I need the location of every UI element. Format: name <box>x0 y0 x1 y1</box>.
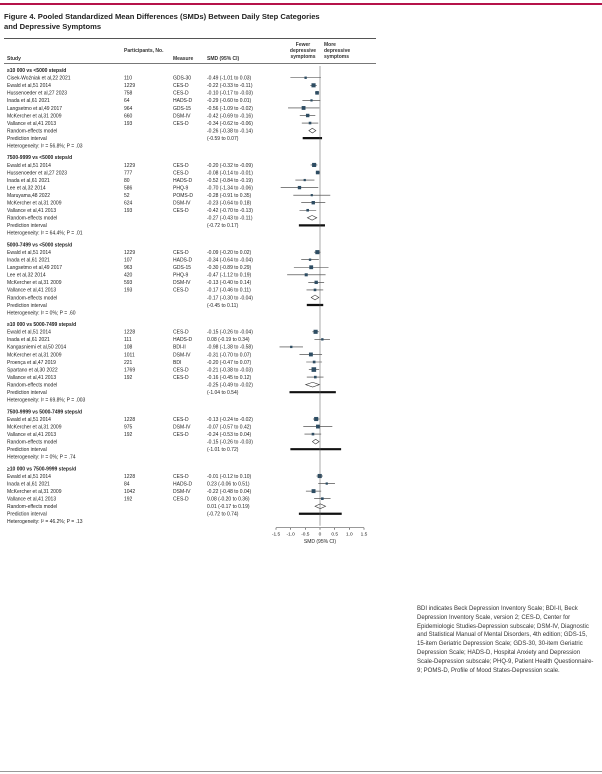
measure-name: PHQ-9 <box>173 272 189 279</box>
study-name: Kangasniemi et al,50 2014 <box>7 344 67 351</box>
study-point <box>305 273 308 276</box>
smd-ci-value: -0.47 (-1.12 to 0.19) <box>207 272 252 279</box>
smd-ci-value: 0.08 (-0.19 to 0.34) <box>207 337 250 344</box>
participants-count: 193 <box>124 287 133 294</box>
participants-count: 1228 <box>124 416 136 423</box>
heterogeneity-stat: Heterogeneity: I² = 0%; P = .74 <box>7 454 76 461</box>
measure-name: CES-D <box>173 416 189 423</box>
study-name: McKercher et al,31 2009 <box>7 424 62 431</box>
study-point <box>309 122 312 125</box>
study-point <box>306 209 309 212</box>
pooled-diamond <box>306 382 320 387</box>
smd-ci-value: -0.20 (-0.47 to 0.07) <box>207 359 252 366</box>
study-point <box>326 482 328 484</box>
measure-name: BDI-II <box>173 344 186 351</box>
study-name: Lee et al,32 2014 <box>7 185 46 192</box>
study-name: Ewald et al,51 2014 <box>7 162 51 169</box>
prediction-interval-label: Prediction interval <box>7 390 47 397</box>
header-measure: Measure <box>173 56 194 62</box>
study-name: McKercher et al,31 2009 <box>7 488 62 495</box>
study-name: Inada et al,61 2021 <box>7 177 50 184</box>
study-name: Cisek-Woźniak et al,22 2021 <box>7 75 71 82</box>
participants-count: 193 <box>124 208 133 215</box>
participants-count: 758 <box>124 90 133 97</box>
participants-count: 110 <box>124 75 132 82</box>
measure-name: CES-D <box>173 170 189 177</box>
heterogeneity-stat: Heterogeneity: I² = 46.2%; P = .13 <box>7 519 83 526</box>
measure-name: DSM-IV <box>173 200 191 207</box>
study-name: Ewald et al,51 2014 <box>7 249 51 256</box>
study-point <box>316 171 320 175</box>
smd-ci-value: -0.31 (-0.70 to 0.07) <box>207 352 252 359</box>
study-point <box>313 361 316 364</box>
smd-ci-value: -0.22 (-0.48 to 0.04) <box>207 488 252 495</box>
study-point <box>314 289 317 292</box>
study-name: Langsetmo et al,49 2017 <box>7 265 63 272</box>
study-name: Maruyama,48 2022 <box>7 192 51 199</box>
participants-count: 964 <box>124 105 133 112</box>
study-point <box>315 91 319 95</box>
study-name: Hussenoeder et al,27 2023 <box>7 170 68 177</box>
measure-name: DSM-IV <box>173 488 191 495</box>
smd-ci-value: -0.98 (-1.38 to -0.58) <box>207 344 253 351</box>
measure-name: GDS-15 <box>173 265 192 272</box>
study-name: Inada et al,61 2021 <box>7 257 50 264</box>
smd-ci-value: -0.16 (-0.45 to 0.12) <box>207 374 252 381</box>
prediction-interval-value: (-0.72 to 0.74) <box>207 511 239 518</box>
smd-ci-value: -0.42 (-0.69 to -0.16) <box>207 113 253 120</box>
group-label: ≥10 000 vs 5000-7499 steps/d <box>7 322 77 329</box>
study-point <box>321 338 323 340</box>
smd-ci-value: -0.42 (-0.70 to -0.13) <box>207 208 253 215</box>
study-point <box>315 250 319 254</box>
measure-name: CES-D <box>173 329 189 336</box>
study-point <box>312 201 315 204</box>
study-name: Vallance et al,41 2013 <box>7 208 57 215</box>
measure-name: HADS-D <box>173 177 193 184</box>
study-point <box>312 163 316 167</box>
header-study: Study <box>7 56 21 62</box>
smd-ci-value: -0.20 (-0.32 to -0.09) <box>207 162 253 169</box>
study-point <box>316 425 320 429</box>
smd-ci-value: -0.56 (-1.09 to -0.02) <box>207 105 253 112</box>
measure-name: CES-D <box>173 367 189 374</box>
study-point <box>290 346 292 348</box>
pooled-diamond <box>312 439 319 444</box>
x-tick-label: -1.5 <box>271 532 281 538</box>
smd-ci-value: -0.07 (-0.57 to 0.42) <box>207 424 252 431</box>
study-name: Vallance et al,41 2013 <box>7 431 57 438</box>
participants-count: 80 <box>124 177 130 184</box>
study-name: Ewald et al,51 2014 <box>7 83 51 90</box>
study-name: Langsetmo et al,49 2017 <box>7 105 63 112</box>
bottom-rule <box>0 771 602 772</box>
smd-ci-value: -0.08 (-0.14 to -0.01) <box>207 170 253 177</box>
participants-count: 1042 <box>124 488 136 495</box>
random-effects-label: Random-effects model <box>7 128 58 135</box>
participants-count: 777 <box>124 170 133 177</box>
random-effects-value: 0.01 (-0.17 to 0.19) <box>207 504 250 511</box>
group-label: 7500-9999 vs <5000 steps/d <box>7 155 73 162</box>
header-fewer-symptoms: Fewer depressive symptoms <box>289 42 317 60</box>
heterogeneity-stat: Heterogeneity: I² = 56.8%; P = .03 <box>7 143 83 150</box>
x-tick-label: 1.5 <box>360 532 368 538</box>
header-smd: SMD (95% CI) <box>207 56 240 62</box>
participants-count: 64 <box>124 98 130 105</box>
study-point <box>309 259 311 261</box>
study-name: Vallance et al,41 2013 <box>7 374 57 381</box>
measure-name: CES-D <box>173 208 189 215</box>
measure-name: CES-D <box>173 496 189 503</box>
study-name: Proença et al,47 2019 <box>7 359 56 366</box>
random-effects-label: Random-effects model <box>7 295 58 302</box>
random-effects-value: -0.17 (-0.30 to -0.04) <box>207 295 253 302</box>
heterogeneity-stat: Heterogeneity: I² = 64.4%; P = .01 <box>7 230 83 237</box>
random-effects-value: -0.26 (-0.38 to -0.14) <box>207 128 253 135</box>
group-label: 5000-7499 vs <5000 steps/d <box>7 242 73 249</box>
random-effects-label: Random-effects model <box>7 382 58 389</box>
participants-count: 1229 <box>124 162 136 169</box>
participants-count: 193 <box>124 120 133 127</box>
participants-count: 1229 <box>124 83 136 90</box>
participants-count: 1011 <box>124 352 135 359</box>
smd-ci-value: -0.49 (-1.01 to 0.03) <box>207 75 252 82</box>
measure-name: DSM-IV <box>173 280 191 287</box>
measure-name: HADS-D <box>173 481 193 488</box>
pooled-diamond <box>311 295 319 300</box>
prediction-interval-value: (-0.45 to 0.11) <box>207 302 239 309</box>
study-name: McKercher et al,31 2009 <box>7 113 62 120</box>
participants-count: 1769 <box>124 367 136 374</box>
study-name: Lee et al,32 2014 <box>7 272 46 279</box>
measure-name: CES-D <box>173 473 189 480</box>
participants-count: 192 <box>124 374 133 381</box>
study-name: Ewald et al,51 2014 <box>7 329 51 336</box>
participants-count: 1228 <box>124 473 136 480</box>
x-tick-label: 0.5 <box>331 532 339 538</box>
pooled-diamond <box>307 215 316 220</box>
smd-ci-value: -0.17 (-0.46 to 0.11) <box>207 287 251 294</box>
study-point <box>311 83 315 87</box>
smd-ci-value: -0.24 (-0.53 to 0.04) <box>207 431 252 438</box>
prediction-interval-label: Prediction interval <box>7 223 47 230</box>
participants-count: 221 <box>124 359 133 366</box>
smd-ci-value: -0.21 (-0.38 to -0.03) <box>207 367 253 374</box>
pooled-diamond <box>315 504 326 509</box>
measure-name: CES-D <box>173 90 189 97</box>
study-name: Vallance et al,41 2013 <box>7 120 57 127</box>
smd-ci-value: -0.13 (-0.40 to 0.14) <box>207 280 252 287</box>
x-tick-label: -1.0 <box>286 532 295 538</box>
measure-name: DSM-IV <box>173 113 191 120</box>
study-point <box>309 353 313 357</box>
measure-name: DSM-IV <box>173 352 191 359</box>
smd-ci-value: -0.15 (-0.26 to -0.04) <box>207 329 253 336</box>
participants-count: 192 <box>124 496 133 503</box>
header-more-symptoms: More depressive symptoms <box>324 42 351 60</box>
measure-name: CES-D <box>173 287 189 294</box>
measure-name: GDS-15 <box>173 105 192 112</box>
study-point <box>312 433 315 436</box>
prediction-interval-value: (-0.72 to 0.17) <box>207 223 239 230</box>
measure-name: CES-D <box>173 120 189 127</box>
smd-ci-value: 0.08 (-0.20 to 0.36) <box>207 496 250 503</box>
measure-name: BDI <box>173 359 182 366</box>
random-effects-value: -0.27 (-0.43 to -0.11) <box>207 215 253 222</box>
smd-ci-value: -0.29 (-0.60 to 0.01) <box>207 98 252 105</box>
random-effects-label: Random-effects model <box>7 439 58 446</box>
study-name: Vallance et al,41 2013 <box>7 496 57 503</box>
heterogeneity-stat: Heterogeneity: I² = 69.8%; P = .003 <box>7 397 86 404</box>
study-point <box>298 186 301 189</box>
measure-name: CES-D <box>173 374 189 381</box>
group-label: ≥10 000 vs <5000 steps/d <box>7 68 67 74</box>
group-label: ≥10 000 vs 7500-9999 steps/d <box>7 466 77 473</box>
study-point <box>314 417 318 421</box>
study-name: McKercher et al,31 2009 <box>7 200 62 207</box>
measure-name: HADS-D <box>173 337 193 344</box>
measure-name: PHQ-9 <box>173 185 189 192</box>
smd-ci-value: -0.10 (-0.17 to -0.03) <box>207 90 253 97</box>
smd-ci-value: -0.34 (-0.62 to -0.06) <box>207 120 253 127</box>
smd-ci-value: -0.34 (-0.64 to -0.04) <box>207 257 253 264</box>
participants-count: 107 <box>124 257 133 264</box>
study-name: Spartano et al,30 2022 <box>7 367 58 374</box>
abbreviations-footnote: BDI indicates Beck Depression Inventory Scale; BDI-II, Beck Depression Inventory Scale, version 2; CES-D, Center for Epidemiologic Studies-Depression subscale; DSM-IV, Diagnostic and Statistical Manual of Mental Disorders, 4th edition; GDS-15, 15-item Geriatric Depression Scale; GDS-30, 30-item Geriatric Depression Scale; HADS-D, Hospital Anxiety and Depression Scale-Depression subscale; PHQ-9, Patient Health Questionnaire-9; POMS-D, Profile of Mood States-Depression scale. <box>417 606 594 674</box>
smd-ci-value: -0.09 (-0.20 to 0.02) <box>207 249 252 256</box>
smd-ci-value: -0.28 (-0.91 to 0.35) <box>207 192 252 199</box>
prediction-interval-label: Prediction interval <box>7 302 47 309</box>
random-effects-value: -0.25 (-0.49 to -0.02) <box>207 382 253 389</box>
prediction-interval-value: (-0.59 to 0.07) <box>207 135 239 142</box>
study-name: Ewald et al,51 2014 <box>7 416 51 423</box>
participants-count: 586 <box>124 185 133 192</box>
x-tick-label: 1.0 <box>345 532 353 538</box>
measure-name: CES-D <box>173 83 189 90</box>
participants-count: 84 <box>124 481 130 488</box>
study-name: Inada et al,61 2021 <box>7 337 50 344</box>
participants-count: 52 <box>124 192 130 199</box>
measure-name: CES-D <box>173 431 189 438</box>
study-point <box>312 489 316 493</box>
study-name: McKercher et al,31 2009 <box>7 280 62 287</box>
study-point <box>314 376 317 379</box>
participants-count: 1228 <box>124 329 136 336</box>
participants-count: 192 <box>124 431 133 438</box>
study-point <box>302 106 306 110</box>
study-point <box>315 281 318 284</box>
measure-name: CES-D <box>173 249 189 256</box>
measure-name: DSM-IV <box>173 424 191 431</box>
participants-count: 963 <box>124 265 133 272</box>
prediction-interval-value: (-1.01 to 0.72) <box>207 447 239 454</box>
smd-ci-value: -0.23 (-0.64 to 0.18) <box>207 200 252 207</box>
x-tick-label: 0 <box>318 532 322 538</box>
smd-ci-value: -0.70 (-1.34 to -0.06) <box>207 185 253 192</box>
prediction-interval-value: (-1.04 to 0.54) <box>207 390 239 397</box>
measure-name: POMS-D <box>173 192 193 199</box>
smd-ci-value: 0.23 (-0.06 to 0.51) <box>207 481 250 488</box>
study-point <box>318 474 322 478</box>
measure-name: CES-D <box>173 162 189 169</box>
study-point <box>310 99 312 101</box>
study-name: Ewald et al,51 2014 <box>7 473 51 480</box>
measure-name: HADS-D <box>173 98 193 105</box>
random-effects-label: Random-effects model <box>7 215 58 222</box>
participants-count: 624 <box>124 200 133 207</box>
study-point <box>309 265 313 269</box>
participants-count: 1229 <box>124 249 136 256</box>
measure-name: HADS-D <box>173 257 193 264</box>
smd-ci-value: -0.30 (-0.89 to 0.29) <box>207 265 252 272</box>
participants-count: 660 <box>124 113 133 120</box>
smd-ci-value: -0.22 (-0.33 to -0.11) <box>207 83 253 90</box>
measure-name: GDS-30 <box>173 75 192 82</box>
study-point <box>304 179 306 181</box>
participants-count: 593 <box>124 280 133 287</box>
random-effects-value: -0.15 (-0.26 to -0.03) <box>207 439 253 446</box>
study-point <box>311 194 313 196</box>
participants-count: 111 <box>124 337 132 344</box>
study-name: Inada et al,61 2021 <box>7 98 50 105</box>
group-label: 7500-9999 vs 5000-7499 steps/d <box>7 409 83 416</box>
study-name: McKercher et al,31 2009 <box>7 352 62 359</box>
prediction-interval-label: Prediction interval <box>7 447 47 454</box>
header-participants: Participants, No. <box>124 48 164 54</box>
study-point <box>304 77 306 79</box>
prediction-interval-label: Prediction interval <box>7 511 47 518</box>
smd-ci-value: -0.01 (-0.12 to 0.10) <box>207 473 252 480</box>
x-axis-label: SMD (95% CI) <box>303 538 337 545</box>
participants-count: 108 <box>124 344 133 351</box>
study-name: Vallance et al,41 2013 <box>7 287 57 294</box>
x-tick-label: -0.5 <box>301 532 310 538</box>
heterogeneity-stat: Heterogeneity: I² = 0%; P = .60 <box>7 310 76 317</box>
smd-ci-value: -0.52 (-0.84 to -0.19) <box>207 177 253 184</box>
random-effects-label: Random-effects model <box>7 504 58 511</box>
study-point <box>312 367 317 372</box>
study-name: Inada et al,61 2021 <box>7 481 50 488</box>
figure-title: Figure 4. Pooled Standardized Mean Differences (SMDs) Between Daily Step Categories and Depressive Symptoms <box>4 12 320 31</box>
study-point <box>321 497 324 500</box>
pooled-diamond <box>309 128 316 133</box>
smd-ci-value: -0.13 (-0.24 to -0.02) <box>207 416 253 423</box>
participants-count: 420 <box>124 272 133 279</box>
study-point <box>314 330 318 334</box>
study-point <box>306 114 309 117</box>
prediction-interval-label: Prediction interval <box>7 135 47 142</box>
study-name: Hussenoeder et al,27 2023 <box>7 90 68 97</box>
participants-count: 975 <box>124 424 133 431</box>
